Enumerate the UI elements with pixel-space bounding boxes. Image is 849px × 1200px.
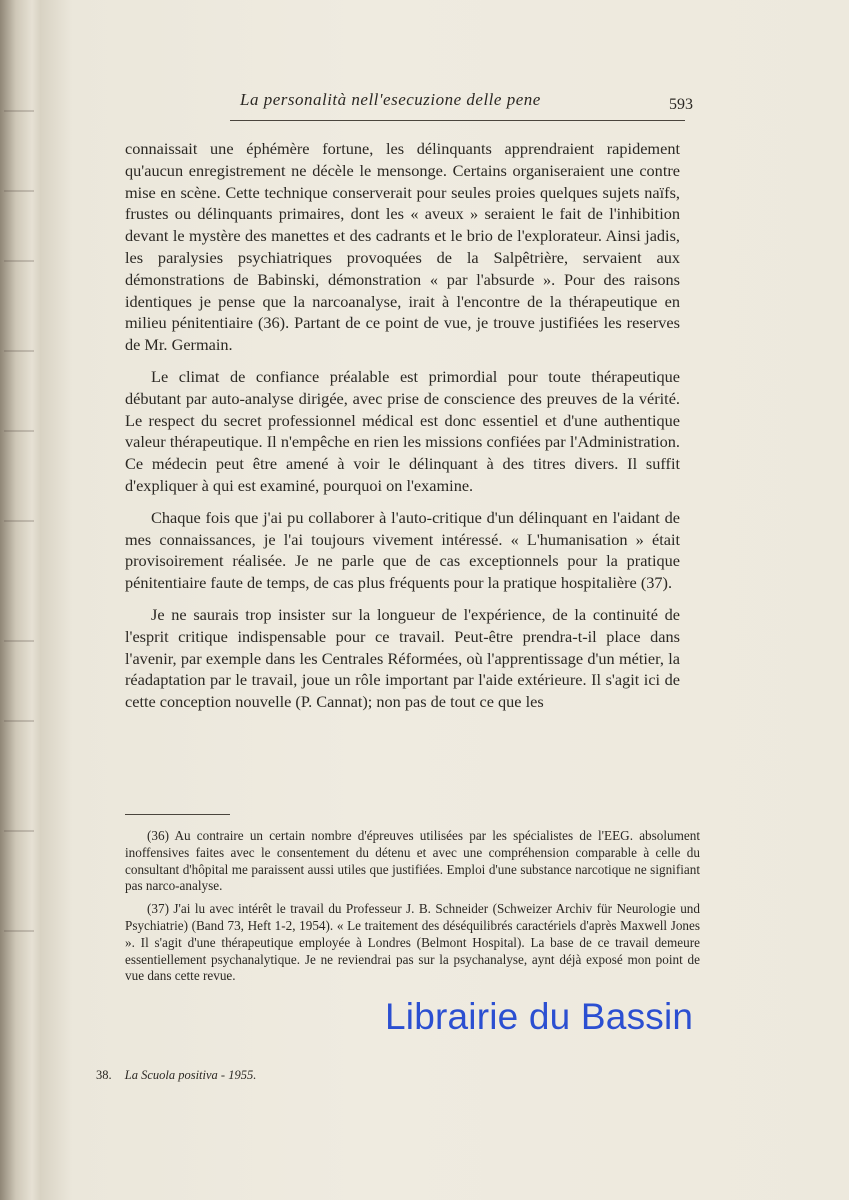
paragraph: Chaque fois que j'ai pu collaborer à l'auto-critique d'un délinquant en l'aidant de mes connaissances, je l'ai toujours vivement intéressé. « L'humanisation » était provisoirement réalisée. Je ne parle que de cas exceptionnels pour la pratique pénitentiaire faute de temps, de cas plus fréquents pour la pratique hospitalière (37). bbox=[125, 507, 680, 593]
publication-name: La Scuola positiva - 1955. bbox=[124, 1068, 257, 1082]
page-header bbox=[230, 88, 693, 121]
running-title: La personalità nell'esecuzione delle pene bbox=[240, 90, 541, 109]
footnotes bbox=[125, 828, 700, 985]
book-spine-edge bbox=[0, 0, 40, 1200]
main-text bbox=[125, 138, 680, 713]
footnote-separator bbox=[125, 814, 230, 815]
paragraph: Le climat de confiance préalable est primordial pour toute thérapeutique débutant par auto-analyse dirigée, avec prise de conscience des preuves de la vérité. Le respect du secret professionnel médical est donc essentiel et d'une authentique valeur thérapeutique. Il n'empêche en rien les missions confiées par l'Administration. Ce médecin peut être amené à voir le délinquant à des titres divers. Il suffit d'expliquer à qui est examiné, pourquoi on l'examine. bbox=[125, 366, 680, 495]
page-footer bbox=[96, 1068, 256, 1083]
signature-mark: 38. bbox=[96, 1068, 112, 1082]
page-number: 593 bbox=[669, 96, 693, 113]
paragraph: Je ne saurais trop insister sur la longueur de l'expérience, de la continuité de l'esprit critique indispensable pour ce travail. Peut-être prendra-t-il place dans l'avenir, par exemple dans les Centrales Réformées, où l'apprentissage d'un métier, la réadaptation par le travail, joue un rôle important par l'aide extérieure. Il s'agit ici de cette conception nouvelle (P. Cannat); non pas de tout ce que les bbox=[125, 604, 680, 712]
bookseller-watermark: Librairie du Bassin bbox=[385, 996, 694, 1037]
footnote-37: (37) J'ai lu avec intérêt le travail du Professeur J. B. Schneider (Schweizer Archiv für Neurologie und Psychiatrie) (Band 73, Heft 1-2, 1954). « Le traitement des déséquilibrés caractériels d'après Maxwell Jones ». Il s'agit d'une thérapeutique employée à Londres (Belmont Hospital). La base de ce travail demeure essentiellement psychanalytique. Je ne reviendrai pas sur la psychanalyse, aynt déjà exposé mon point de vue dans cette revue. bbox=[125, 901, 700, 984]
footnote-36: (36) Au contraire un certain nombre d'épreuves utilisées par les spécialistes de l'EEG. absolument inoffensives faites avec le consentement du détenu et avec une compréhension comparable à celle du consultant d'hôpital me paraissent aussi utiles que justifiées. Emploi d'une substance narcotique ne signifiant pas narco-analyse. bbox=[125, 828, 700, 894]
paragraph: connaissait une éphémère fortune, les délinquants apprendraient rapidement qu'aucun enregistrement ne décèle le mensonge. Certains organiseraient une contre mise en scène. Cette technique conserverait pour seules proies quelques sujets naïfs, frustes ou délinquants primaires, dont les « aveux » seraient le fait de l'inhibition devant le mystère des manettes et des cadrants et le brio de l'explorateur. Ainsi jadis, les paralysies psychiatriques provoquées de la Salpêtrière, servaient aux démonstrations de Babinski, démonstration « par l'absurde ». Pour des raisons identiques je pense que la narcoanalyse, irait à l'encontre de la thérapeutique en milieu pénitentiaire (36). Partant de ce point de vue, je trouve justifiées les reserves de Mr. Germain. bbox=[125, 139, 680, 355]
